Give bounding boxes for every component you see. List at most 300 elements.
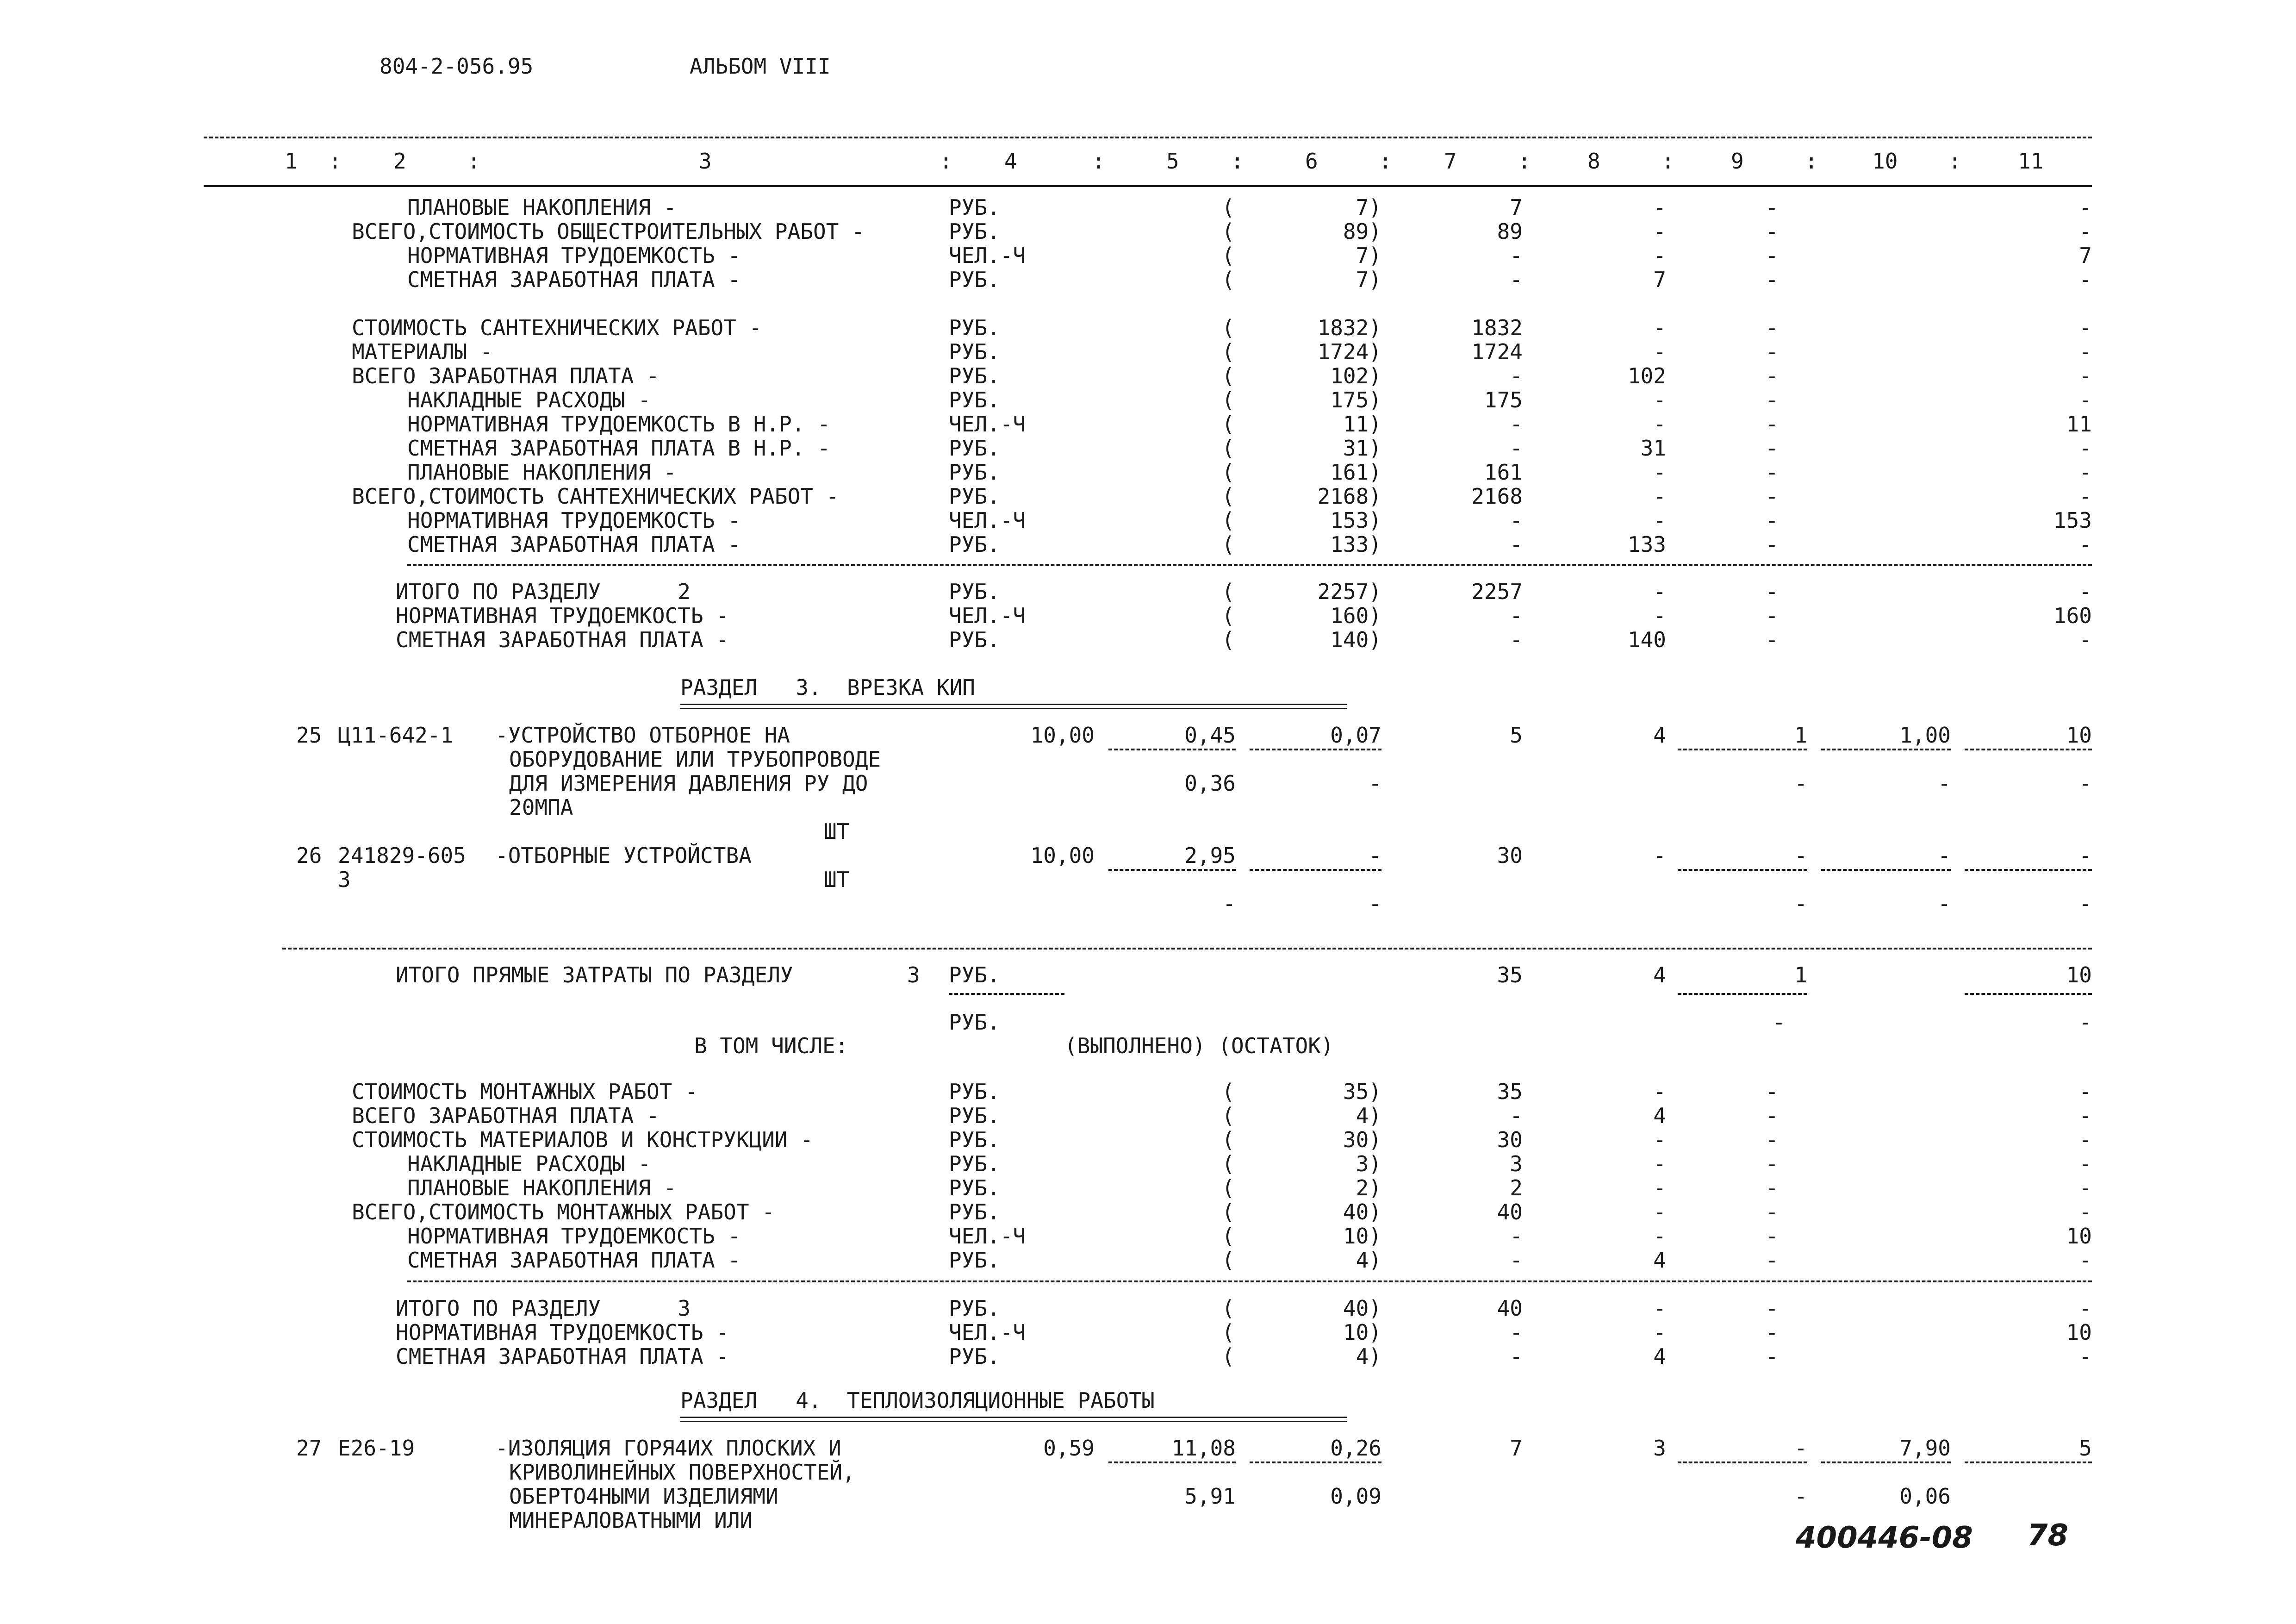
row-col9: -	[1766, 1127, 1779, 1152]
direct-col8: 4	[1653, 962, 1666, 987]
row-col6: 31)	[1343, 436, 1381, 461]
row-unit: ЧЕЛ.-Ч	[949, 508, 1026, 533]
row-col11: -	[2079, 267, 2092, 292]
item27-code: Е26-19	[338, 1436, 415, 1461]
row-paren: (	[1222, 267, 1235, 292]
row-col7: 175	[1484, 387, 1523, 412]
direct-costs-label: ИТОГО ПРЯМЫЕ ЗАТРАТЫ ПО РАЗДЕЛУ	[396, 962, 793, 987]
row-col11: -	[2079, 1103, 2092, 1128]
row-label: СТОИМОСТЬ САНТЕХНИЧЕСКИХ РАБОТ -	[352, 315, 762, 340]
row-col8: 102	[1627, 363, 1666, 388]
row-col8: 7	[1653, 267, 1666, 292]
row-paren: (	[1222, 387, 1235, 412]
column-separator: :	[1661, 149, 1674, 174]
row-col8: -	[1653, 219, 1666, 244]
row-col9: -	[1766, 339, 1779, 364]
row-col9: -	[1766, 1151, 1779, 1176]
row-label: ВСЕГО,СТОИМОСТЬ ОБЩЕСТРОИТЕЛЬНЫХ РАБОТ -	[352, 219, 865, 244]
column-separator: :	[1379, 149, 1392, 174]
album-label: АЛЬБОМ VIII	[690, 54, 831, 79]
row-label: СТОИМОСТЬ МАТЕРИАЛОВ И КОНСТРУКЦИИ -	[352, 1127, 813, 1152]
item25-desc-3: ДЛЯ ИЗМЕРЕНИЯ ДАВЛЕНИЯ РУ ДО	[509, 771, 868, 796]
row-label: СТОИМОСТЬ МОНТАЖНЫХ РАБОТ -	[352, 1079, 698, 1104]
row-label: ИТОГО ПО РАЗДЕЛУ 3	[396, 1296, 691, 1321]
row-paren: (	[1222, 603, 1235, 628]
row-col7: -	[1510, 267, 1523, 292]
doc-code: 804-2-056.95	[380, 54, 534, 79]
item-c6: 0,07	[1330, 723, 1381, 748]
row-label: ПЛАНОВЫЕ НАКОПЛЕНИЯ -	[407, 195, 677, 220]
item-c5: 2,95	[1184, 843, 1236, 868]
item-c8: 3	[1653, 1436, 1666, 1461]
row-col8: -	[1653, 508, 1666, 533]
row-col6: 2)	[1356, 1175, 1381, 1200]
section4-title: РАЗДЕЛ 4. ТЕПЛОИЗОЛЯЦИОННЫЕ РАБОТЫ	[680, 1388, 1155, 1413]
item25-vals-rule-c11	[1965, 749, 2092, 750]
row-paren: (	[1222, 195, 1235, 220]
row-col11: -	[2079, 1175, 2092, 1200]
row-label: СМЕТНАЯ ЗАРАБОТНАЯ ПЛАТА -	[407, 1248, 741, 1273]
row-unit: ЧЕЛ.-Ч	[949, 412, 1026, 437]
item-c10b: -	[1938, 771, 1951, 796]
row-col11: -	[2079, 627, 2092, 652]
item25-desc-1: -УСТРОЙСТВО ОТБОРНОЕ НА	[495, 723, 790, 748]
item25-desc-2: ОБОРУДОВАНИЕ ИЛИ ТРУБОПРОВОДЕ	[509, 747, 881, 772]
row-col6: 2257)	[1317, 579, 1381, 604]
row-col6: 40)	[1343, 1296, 1381, 1321]
section3-title: РАЗДЕЛ 3. ВРЕЗКА КИП	[680, 675, 975, 700]
row-col11: -	[2079, 1151, 2092, 1176]
row-unit: РУБ.	[949, 1079, 1000, 1104]
row-col8: 133	[1627, 532, 1666, 557]
row-label: НОРМАТИВНАЯ ТРУДОЕМКОСТЬ -	[396, 603, 729, 628]
row-paren: (	[1222, 1103, 1235, 1128]
row-unit: РУБ.	[949, 267, 1000, 292]
row-col6: 89)	[1343, 219, 1381, 244]
row-label: НОРМАТИВНАЯ ТРУДОЕМКОСТЬ -	[407, 1224, 741, 1249]
row-col6: 4)	[1356, 1103, 1381, 1128]
row-col9: -	[1766, 1079, 1779, 1104]
direct-col11-b: -	[2079, 1010, 2092, 1035]
row-unit: РУБ.	[949, 363, 1000, 388]
item27-desc-2: КРИВОЛИНЕЙНЫХ ПОВЕРХНОСТЕЙ,	[509, 1460, 855, 1485]
row-paren: (	[1222, 363, 1235, 388]
row-col8: -	[1653, 1079, 1666, 1104]
row-col8: -	[1653, 603, 1666, 628]
row-paren: (	[1222, 1127, 1235, 1152]
row-col9: -	[1766, 363, 1779, 388]
row-label: СМЕТНАЯ ЗАРАБОТНАЯ ПЛАТА В Н.Р. -	[407, 436, 830, 461]
row-unit: РУБ.	[949, 579, 1000, 604]
item-c10b: -	[1938, 891, 1951, 916]
item-c9b: -	[1794, 771, 1807, 796]
row-col9: -	[1766, 1224, 1779, 1249]
row-label: ПЛАНОВЫЕ НАКОПЛЕНИЯ -	[407, 1175, 677, 1200]
row-label: НОРМАТИВНАЯ ТРУДОЕМКОСТЬ -	[396, 1320, 729, 1345]
row-col11: -	[2079, 339, 2092, 364]
row-col7: 1832	[1471, 315, 1523, 340]
row-col8: 140	[1627, 627, 1666, 652]
row-col6: 7)	[1356, 267, 1381, 292]
row-col6: 4)	[1356, 1344, 1381, 1369]
row-col11: -	[2079, 1199, 2092, 1224]
row-col7: -	[1510, 412, 1523, 437]
row-paren: (	[1222, 532, 1235, 557]
column-separator: :	[1092, 149, 1105, 174]
item25-vals-rule-c10	[1821, 749, 1951, 750]
row-paren: (	[1222, 1199, 1235, 1224]
row-col6: 153)	[1330, 508, 1381, 533]
row-col6: 11)	[1343, 412, 1381, 437]
row-col7: 3	[1510, 1151, 1523, 1176]
row-col11: -	[2079, 1248, 2092, 1273]
row-col7: 89	[1497, 219, 1523, 244]
item-c6b: -	[1369, 891, 1381, 916]
row-unit: РУБ.	[949, 1151, 1000, 1176]
direct-costs-underline	[949, 993, 1064, 995]
row-unit: РУБ.	[949, 387, 1000, 412]
item-c11b: -	[2079, 891, 2092, 916]
item-c10: 7,90	[1899, 1436, 1951, 1461]
row-col7: 40	[1497, 1296, 1523, 1321]
row-col11: 7	[2079, 243, 2092, 268]
row-col11: -	[2079, 219, 2092, 244]
row-paren: (	[1222, 627, 1235, 652]
row-col7: -	[1510, 532, 1523, 557]
item-c11b: -	[2079, 771, 2092, 796]
row-col7: 2	[1510, 1175, 1523, 1200]
row-col11: -	[2079, 195, 2092, 220]
row-col9: -	[1766, 508, 1779, 533]
row-label: СМЕТНАЯ ЗАРАБОТНАЯ ПЛАТА -	[396, 1344, 729, 1369]
item26-vals-rule-c11	[1965, 869, 2092, 871]
item26-code-line2: 3	[338, 867, 351, 892]
row-label: НОРМАТИВНАЯ ТРУДОЕМКОСТЬ В Н.Р. -	[407, 412, 830, 437]
item-c4: 0,59	[1043, 1436, 1095, 1461]
row-unit: РУБ.	[949, 1199, 1000, 1224]
item-c11: -	[2079, 843, 2092, 868]
row-label: МАТЕРИАЛЫ -	[352, 339, 493, 364]
item-c9: -	[1794, 843, 1807, 868]
item-c5b: -	[1223, 891, 1236, 916]
item27-desc-4: МИНЕРАЛОВАТНЫМИ ИЛИ	[509, 1508, 753, 1533]
row-col11: -	[2079, 1296, 2092, 1321]
row-col7: 1724	[1471, 339, 1523, 364]
direct-col9-b: -	[1773, 1010, 1786, 1035]
row-col9: -	[1766, 1175, 1779, 1200]
handwritten-code: 400446-08	[1796, 1521, 1973, 1555]
row-unit: РУБ.	[949, 436, 1000, 461]
column-header-4: 4	[1004, 149, 1017, 174]
row-unit: РУБ.	[949, 627, 1000, 652]
column-separator: :	[1805, 149, 1818, 174]
column-header-6: 6	[1305, 149, 1318, 174]
item27-vals-rule-c9	[1678, 1462, 1807, 1463]
item-c9b: -	[1794, 891, 1807, 916]
row-col6: 2168)	[1317, 484, 1381, 509]
row-col7: -	[1510, 1344, 1523, 1369]
item27-desc-3: ОБЕРТО4НЫМИ ИЗДЕЛИЯМИ	[509, 1484, 778, 1509]
row-col7: 161	[1484, 460, 1523, 485]
item-c5b: 5,91	[1184, 1484, 1236, 1509]
row-col9: -	[1766, 627, 1779, 652]
item-c9: 1	[1794, 723, 1807, 748]
column-header-11: 11	[2018, 149, 2044, 174]
column-header-7: 7	[1444, 149, 1457, 174]
item26-vals-rule-c9	[1678, 869, 1807, 871]
item26-desc: -ОТБОРНЫЕ УСТРОЙСТВА	[495, 843, 752, 868]
column-separator: :	[940, 149, 952, 174]
row-col9: -	[1766, 1248, 1779, 1273]
item-c5b: 0,36	[1184, 771, 1236, 796]
row-label: СМЕТНАЯ ЗАРАБОТНАЯ ПЛАТА -	[407, 532, 741, 557]
row-col7: 40	[1497, 1199, 1523, 1224]
row-paren: (	[1222, 460, 1235, 485]
row-col9: -	[1766, 579, 1779, 604]
row-unit: ЧЕЛ.-Ч	[949, 1320, 1026, 1345]
direct-col7: 35	[1497, 962, 1523, 987]
row-col9: -	[1766, 1199, 1779, 1224]
row-paren: (	[1222, 484, 1235, 509]
row-col8: -	[1653, 387, 1666, 412]
row-col11: -	[2079, 315, 2092, 340]
row-col11: -	[2079, 387, 2092, 412]
row-col6: 10)	[1343, 1320, 1381, 1345]
including-label: В ТОМ ЧИСЛЕ:	[694, 1033, 848, 1058]
item-c5: 0,45	[1184, 723, 1236, 748]
row-col9: -	[1766, 436, 1779, 461]
row-unit: ЧЕЛ.-Ч	[949, 1224, 1026, 1249]
row-col8: -	[1653, 1151, 1666, 1176]
row-col7: -	[1510, 1320, 1523, 1345]
row-col9: -	[1766, 219, 1779, 244]
row-col7: 2168	[1471, 484, 1523, 509]
row-col7: -	[1510, 1248, 1523, 1273]
item25-desc-4: 20МПА	[509, 795, 573, 820]
block3-bottom-rule	[407, 1280, 2092, 1282]
item25-vals-rule-c5	[1108, 749, 1236, 750]
column-header-5: 5	[1166, 149, 1179, 174]
row-paren: (	[1222, 219, 1235, 244]
row-col7: -	[1510, 627, 1523, 652]
row-col7: -	[1510, 508, 1523, 533]
row-col11: 11	[2066, 412, 2092, 437]
row-unit: РУБ.	[949, 532, 1000, 557]
item-c11: 5	[2079, 1436, 2092, 1461]
row-col6: 3)	[1356, 1151, 1381, 1176]
row-col7: 2257	[1471, 579, 1523, 604]
row-paren: (	[1222, 243, 1235, 268]
row-unit: РУБ.	[949, 315, 1000, 340]
item-c9: -	[1794, 1436, 1807, 1461]
direct-col11: 10	[2066, 962, 2092, 987]
row-col11: -	[2079, 1079, 2092, 1104]
item-c6: -	[1369, 843, 1381, 868]
row-label: СМЕТНАЯ ЗАРАБОТНАЯ ПЛАТА -	[396, 627, 729, 652]
item27-vals-rule-c11	[1965, 1462, 2092, 1463]
row-col6: 175)	[1330, 387, 1381, 412]
row-col11: -	[2079, 363, 2092, 388]
row-col8: -	[1653, 195, 1666, 220]
row-col6: 30)	[1343, 1127, 1381, 1152]
row-col8: -	[1653, 1296, 1666, 1321]
row-col6: 160)	[1330, 603, 1381, 628]
row-col11: -	[2079, 532, 2092, 557]
item-c11: 10	[2066, 723, 2092, 748]
item-c5: 11,08	[1171, 1436, 1236, 1461]
row-col8: -	[1653, 484, 1666, 509]
row-unit: РУБ.	[949, 1175, 1000, 1200]
column-header-9: 9	[1731, 149, 1744, 174]
row-col9: -	[1766, 1296, 1779, 1321]
row-col8: -	[1653, 243, 1666, 268]
row-col6: 10)	[1343, 1224, 1381, 1249]
row-col7: 7	[1510, 195, 1523, 220]
row-col6: 7)	[1356, 243, 1381, 268]
item26-number: 26	[296, 843, 322, 868]
column-separator: :	[467, 149, 480, 174]
row-col8: -	[1653, 412, 1666, 437]
row-label: НАКЛАДНЫЕ РАСХОДЫ -	[407, 1151, 651, 1176]
row-col6: 4)	[1356, 1248, 1381, 1273]
row-label: ВСЕГО ЗАРАБОТНАЯ ПЛАТА -	[352, 1103, 660, 1128]
row-col9: -	[1766, 532, 1779, 557]
row-col11: -	[2079, 1127, 2092, 1152]
row-paren: (	[1222, 1344, 1235, 1369]
row-paren: (	[1222, 579, 1235, 604]
row-paren: (	[1222, 412, 1235, 437]
row-label: ПЛАНОВЫЕ НАКОПЛЕНИЯ -	[407, 460, 677, 485]
row-col6: 102)	[1330, 363, 1381, 388]
row-col7: -	[1510, 1103, 1523, 1128]
row-label: НАКЛАДНЫЕ РАСХОДЫ -	[407, 387, 651, 412]
row-col7: -	[1510, 603, 1523, 628]
row-unit: ЧЕЛ.-Ч	[949, 243, 1026, 268]
item-c9b: -	[1794, 1484, 1807, 1509]
row-col11: -	[2079, 436, 2092, 461]
row-label: НОРМАТИВНАЯ ТРУДОЕМКОСТЬ -	[407, 508, 741, 533]
row-paren: (	[1222, 1248, 1235, 1273]
row-col8: -	[1653, 460, 1666, 485]
item-c8: -	[1653, 843, 1666, 868]
item26-vals-rule-c6	[1250, 869, 1381, 871]
section3-underline	[680, 704, 1347, 709]
row-col8: -	[1653, 315, 1666, 340]
item-c7: 5	[1510, 723, 1523, 748]
row-col11: 10	[2066, 1320, 2092, 1345]
row-paren: (	[1222, 315, 1235, 340]
row-paren: (	[1222, 436, 1235, 461]
item26-vals-rule-c5	[1108, 869, 1236, 871]
row-col9: -	[1766, 484, 1779, 509]
row-col8: 4	[1653, 1344, 1666, 1369]
column-header-3: 3	[699, 149, 712, 174]
direct-costs-section-num: 3	[907, 962, 920, 987]
row-col9: -	[1766, 387, 1779, 412]
item27-number: 27	[296, 1436, 322, 1461]
row-unit: РУБ.	[949, 195, 1000, 220]
item-c8: 4	[1653, 723, 1666, 748]
row-col11: -	[2079, 484, 2092, 509]
direct-costs-unit-2: РУБ.	[949, 1010, 1000, 1035]
table-top-rule	[204, 137, 2092, 138]
row-col8: -	[1653, 1127, 1666, 1152]
item27-vals-rule-c5	[1108, 1462, 1236, 1463]
row-col7: 30	[1497, 1127, 1523, 1152]
row-col6: 1724)	[1317, 339, 1381, 364]
row-col8: -	[1653, 579, 1666, 604]
row-col9: -	[1766, 603, 1779, 628]
row-label: ВСЕГО ЗАРАБОТНАЯ ПЛАТА -	[352, 363, 660, 388]
item25-code: Ц11-642-1	[338, 723, 454, 748]
row-paren: (	[1222, 508, 1235, 533]
row-col8: 31	[1640, 436, 1666, 461]
row-col11: 160	[2053, 603, 2092, 628]
row-col8: -	[1653, 339, 1666, 364]
item-c6b: 0,09	[1330, 1484, 1381, 1509]
row-col9: -	[1766, 243, 1779, 268]
row-paren: (	[1222, 1175, 1235, 1200]
row-unit: РУБ.	[949, 339, 1000, 364]
row-col6: 161)	[1330, 460, 1381, 485]
row-unit: РУБ.	[949, 484, 1000, 509]
row-label: СМЕТНАЯ ЗАРАБОТНАЯ ПЛАТА -	[407, 267, 741, 292]
item-c7: 30	[1497, 843, 1523, 868]
row-unit: РУБ.	[949, 1296, 1000, 1321]
row-paren: (	[1222, 1296, 1235, 1321]
row-col9: -	[1766, 1320, 1779, 1345]
row-col8: -	[1653, 1175, 1666, 1200]
direct-col9: 1	[1794, 962, 1807, 987]
row-label: ВСЕГО,СТОИМОСТЬ МОНТАЖНЫХ РАБОТ -	[352, 1199, 775, 1224]
row-col9: -	[1766, 1103, 1779, 1128]
row-col8: -	[1653, 1224, 1666, 1249]
item25-vals-rule-c6	[1250, 749, 1381, 750]
row-col7: -	[1510, 1224, 1523, 1249]
row-col11: -	[2079, 1344, 2092, 1369]
row-paren: (	[1222, 1151, 1235, 1176]
column-header-1: 1	[285, 149, 298, 174]
row-paren: (	[1222, 339, 1235, 364]
item27-desc-1: -ИЗОЛЯЦИЯ ГОРЯ4ИХ ПЛОСКИХ И	[495, 1436, 841, 1461]
handwritten-page-number: 78	[2027, 1518, 2069, 1553]
section3-items-rule	[282, 948, 2092, 949]
item25-number: 25	[296, 723, 322, 748]
item26-vals-rule-c10	[1821, 869, 1951, 871]
row-paren: (	[1222, 1079, 1235, 1104]
column-separator: :	[1231, 149, 1244, 174]
row-unit: РУБ.	[949, 1127, 1000, 1152]
item-c4: 10,00	[1030, 843, 1095, 868]
item-c7: 7	[1510, 1436, 1523, 1461]
direct-rule-c11	[1965, 993, 2092, 995]
row-col8: 4	[1653, 1248, 1666, 1273]
row-col6: 1832)	[1317, 315, 1381, 340]
direct-rule-c9	[1678, 993, 1807, 995]
column-header-2: 2	[393, 149, 406, 174]
row-col6: 40)	[1343, 1199, 1381, 1224]
column-header-8: 8	[1587, 149, 1600, 174]
item26-code: 241829-605	[338, 843, 466, 868]
row-col9: -	[1766, 460, 1779, 485]
row-unit: РУБ.	[949, 1344, 1000, 1369]
row-col9: -	[1766, 1344, 1779, 1369]
item-c4: 10,00	[1030, 723, 1095, 748]
column-separator: :	[1518, 149, 1531, 174]
row-unit: РУБ.	[949, 460, 1000, 485]
row-paren: (	[1222, 1320, 1235, 1345]
row-unit: РУБ.	[949, 1103, 1000, 1128]
